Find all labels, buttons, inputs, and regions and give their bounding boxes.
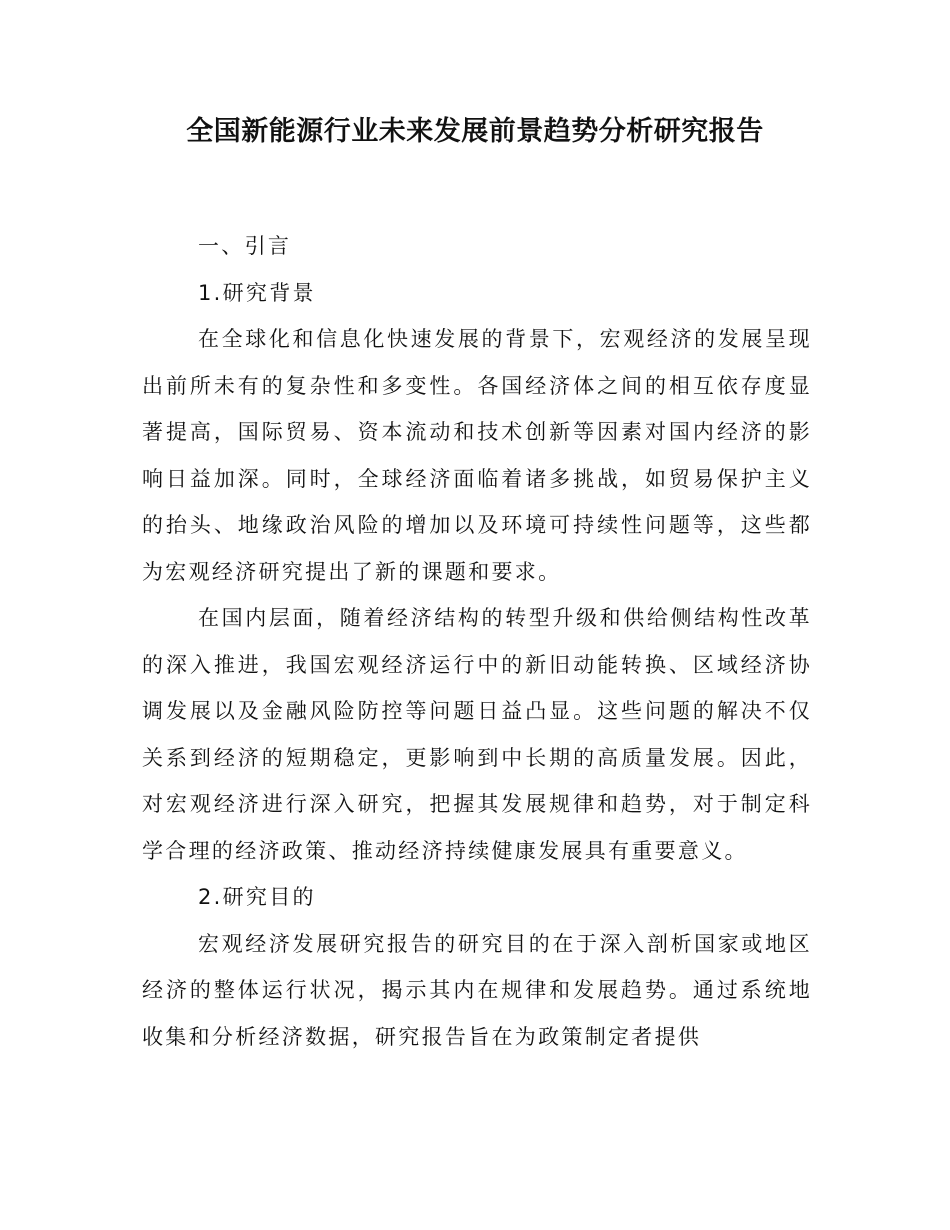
document-body (142, 223, 812, 1060)
document-title: 全国新能源行业未来发展前景趋势分析研究报告 (186, 116, 764, 147)
paragraph-background-domestic: 在国内层面，随着经济结构的转型升级和供给侧结构性改革的深入推进，我国宏观经济运行中的新旧动能转换、区域经济协调发展以及金融风险防控等问题日益凸显。这些问题的解决不仅关系到经济的短期稳定，更影响到中长期的高质量发展。因此，对宏观经济进行深入研究，把握其发展规律和趋势，对于制定科学合理的经济政策、推动经济持续健康发展具有重要意义。 (142, 606, 812, 863)
subsection-heading-research-purpose: 2.研究目的 (198, 885, 316, 909)
section-heading-introduction: 一、引言 (198, 234, 292, 258)
paragraph-background-global: 在全球化和信息化快速发展的背景下，宏观经济的发展呈现出前所未有的复杂性和多变性。各国经济体之间的相互依存度显著提高，国际贸易、资本流动和技术创新等因素对国内经济的影响日益加深。同时，全球经济面临着诸多挑战，如贸易保护主义的抬头、地缘政治风险的增加以及环境可持续性问题等，这些都为宏观经济研究提出了新的课题和要求。 (142, 327, 812, 584)
paragraph-research-purpose: 宏观经济发展研究报告的研究目的在于深入剖析国家或地区经济的整体运行状况，揭示其内在规律和发展趋势。通过系统地收集和分析经济数据，研究报告旨在为政策制定者提供 (142, 931, 812, 1049)
subsection-heading-research-background: 1.研究背景 (198, 280, 316, 305)
